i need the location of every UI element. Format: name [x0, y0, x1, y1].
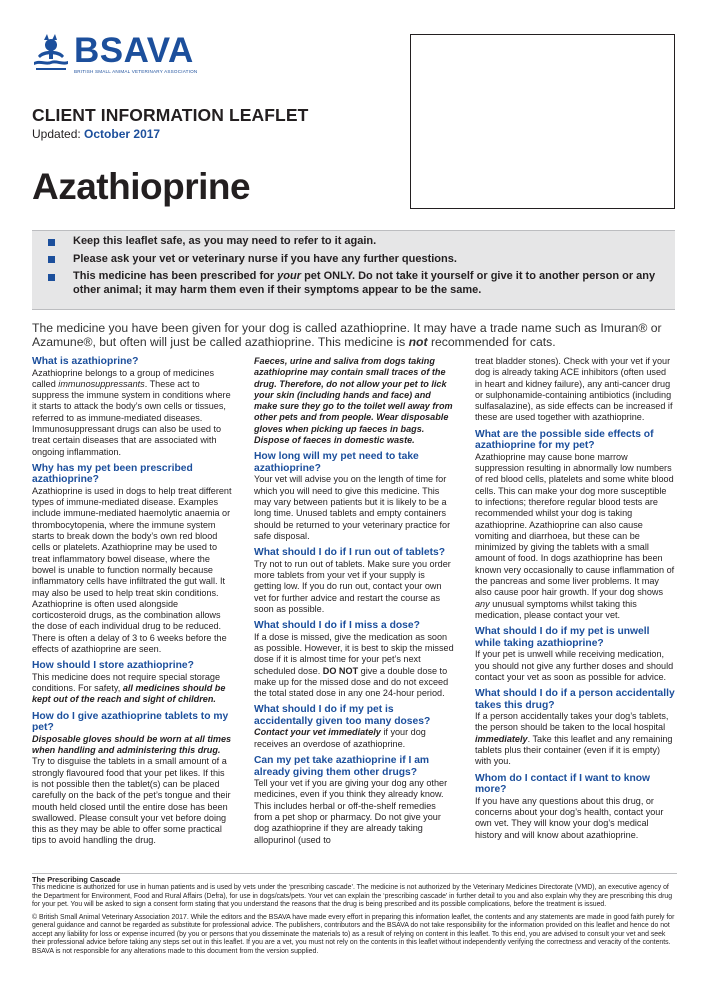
- question-heading: What should I do if my pet is accidentally given too many doses?: [254, 704, 431, 727]
- question-heading: How should I store azathioprine?: [32, 660, 194, 672]
- intro-paragraph: [32, 321, 677, 349]
- answer-text: If a person accidentally takes your dog’s tablets, the person should be taken to the local hospital: [475, 711, 669, 733]
- warning-text-emphasis: your: [277, 270, 302, 282]
- cascade-text: This medicine is authorized for use in human patients and is used by vets under the ‘prescribing cascade’. The medicine is not authorized by the Veterinary Medicines Directorate (VMD), an executive agency of the Department for Environment, Food and Rural Affairs (Defra), for use in dogs/cats/pets. Your vet can explain the ‘prescribing cascade’ in further detail to you and also explain why they are prescribing this drug for your pet. You will be asked to sign a consent form stating that you understand the reasons that the drug is being prescribed and its possible complications, before the treatment is issued.: [32, 884, 673, 908]
- answer-paragraph: [475, 452, 675, 621]
- answer-emphasis: any: [475, 598, 490, 609]
- column-3: [475, 356, 675, 841]
- question-heading: What should I do if I run out of tablets?: [254, 547, 446, 559]
- handling-warning-paragraph: Faeces, urine and saliva from dogs taking azathioprine may contain small traces of the drug. Therefore, do not allow your pet to lick your skin (including hands and face) and make sure they go to the toilet well away from other pets and from people. Wear disposable gloves when picking up faeces in bags. Dispose of faeces in domestic waste.: [254, 356, 453, 446]
- question-heading: Whom do I contact if I want to know more?: [475, 772, 651, 796]
- answer-paragraph: If you have any questions about this drug, or concerns about your dog’s health, contact your own vet. They will know your dog’s medical history and will know about azathioprine.: [475, 795, 664, 840]
- answer-text: This medicine does not require special storage conditions. For safety,: [32, 671, 221, 694]
- warning-text: [73, 270, 665, 297]
- answer-emphasis: immediately: [475, 733, 528, 744]
- warning-item: [48, 235, 665, 249]
- dog-cat-rabbit-logo-icon: [32, 32, 70, 72]
- drug-name-title: Azathioprine: [32, 166, 251, 207]
- answer-paragraph: Try not to run out of tablets. Make sure you order more tablets from your vet if your supply is getting low. If you do run out, contact your own vet for further advice and restart the course as soon as possible.: [254, 558, 451, 614]
- warning-text: Please ask your vet or veterinary nurse if you have any further questions.: [73, 252, 457, 265]
- logo-wordmark: BSAVA: [74, 31, 194, 70]
- question-heading: What should I do if a person accidentally takes this drug?: [475, 688, 675, 711]
- cascade-heading: The Prescribing Cascade: [32, 875, 121, 884]
- intro-text: The medicine you have been given for your dog is called azathioprine. It may have a trade name such as Imuran® or Azamune®, but often will just be called azathioprine. This medicine is: [32, 321, 662, 349]
- answer-text: if your dog receives an overdose of azathioprine.: [254, 727, 426, 749]
- question-heading: How do I give azathioprine tablets to my pet?: [32, 710, 229, 734]
- leaflet-body-columns: [32, 356, 677, 862]
- answer-paragraph: treat bladder stones). Check with your vet if your dog is already taking ACE inhibitors (often used in heart and kidney failure), any anti-cancer drug or sulphonamide-containing antibiotics (including sulfasalazine), as side effects can be increased if these are used together with azathioprine.: [475, 356, 673, 423]
- answer-paragraph: [475, 711, 675, 767]
- answer-text: . Take this leaflet and any remaining tablets plus their container (even if it is empty) with you.: [475, 733, 673, 767]
- answer-paragraph: If your pet is unwell while receiving medication, you should not give any further doses and should contact your vet as soon as possible for advice.: [475, 649, 674, 682]
- leaflet-type-heading: CLIENT INFORMATION LEAFLET: [32, 105, 309, 125]
- answer-text: give a double dose to make up for the missed dose and do not exceed the total stated dose in any one 24-hour period.: [254, 665, 449, 699]
- answer-text: . These act to suppress the immune system in conditions where it starts to attack the body’s own cells or tissues, referred to as immune-mediated diseases. Immunosuppressant drugs can also be used to treat certain diseases that are associated with ongoing inflammation.: [32, 378, 231, 457]
- answer-paragraph: Your vet will advise you on the length of time for which you will need to give this medicine. This may vary between patients but it is likely to be a long time. Unused tablets and empty containers should be returned to your veterinary practice for safe disposal.: [254, 474, 451, 541]
- answer-paragraph: [254, 727, 454, 750]
- warning-item: [48, 270, 665, 297]
- warning-text-part: pet ONLY. Do not take it yourself or give it to another person or any other animal; it may harm them even if their symptoms appear to be the same.: [73, 270, 656, 296]
- answer-text: Azathioprine may cause bone marrow suppression resulting in abnormally low numbers of red blood cells, platelets and some white blood cells. This can make your dog more susceptible to infections; therefore regular blood tests are recommended whilst your dog is taking azathioprine. Azathioprine can also cause vomiting and diarrhoea, but these can be minimized by giving the tablets with a small amount of food. In dogs azathioprine has been known very occasionally to cause inflammation of the pancreas and some liver problems. It may also cause poor hair growth. If your dog shows: [475, 451, 675, 598]
- question-heading: How long will my pet need to take azathioprine?: [254, 451, 419, 474]
- answer-paragraph: [254, 632, 454, 700]
- logo-subtitle: BRITISH SMALL ANIMAL VETERINARY ASSOCIATION: [74, 69, 198, 74]
- question-heading: What should I do if I miss a dose?: [254, 620, 420, 632]
- warning-text-part: This medicine has been prescribed for: [73, 270, 278, 282]
- answer-text: If a dose is missed, give the medication as soon as possible. However, it is best to skip the missed dose if it is almost time for your pet’s next scheduled dose.: [254, 631, 454, 676]
- answer-text: Try to disguise the tablets in a small amount of a strongly flavoured food that your pet likes. If this is not possible then the tablet(s) can be placed carefully on the back of the pet’s tongue and their mouth held closed until the entire dose has been swallowed. Please consult your vet before doing this as they may be able to offer some practical tips to avoid handling the drug.: [32, 756, 231, 846]
- warning-text: Keep this leaflet safe, as you may need to refer to it again.: [73, 235, 377, 247]
- question-heading: Why has my pet been prescribed azathioprine?: [32, 462, 193, 486]
- question-heading: Can my pet take azathioprine if I am already giving them other drugs?: [254, 755, 430, 778]
- bsava-logo: [32, 32, 202, 74]
- answer-text: unusual symptoms whilst taking this medication, please contact your vet.: [475, 598, 637, 620]
- footer: [32, 873, 677, 960]
- answer-emphasis: DO NOT: [322, 665, 359, 676]
- question-heading: What are the possible side effects of azathioprine for my pet?: [475, 428, 654, 452]
- dispensing-label-box: [410, 34, 675, 209]
- intro-emphasis: not: [408, 335, 428, 349]
- column-1: [32, 356, 232, 847]
- answer-emphasis: Disposable gloves should be worn at all times when handling and administering this drug.: [32, 733, 232, 756]
- copyright-text: © British Small Animal Veterinary Association 2017. While the editors and the BSAVA have made every effort in preparing this information leaflet, the contents and any statements are made in good faith purely for general guidance and cannot be regarded as substitute for professional advice. The publishers, contributors and the BSAVA do not take responsibility for the information provided on this leaflet and hence do not accept any liability for loss or expense incurred (by you or persons that you disseminate the materials to) as a result of relying on content in this leaflet. To this end, you are advised to consult your vet and seek their professional advice before taking any steps set out in this leaflet. If you are a vet, you must not rely on the contents in this leaflet without independently verifying the correctness and veracity of the contents. BSAVA is not responsible for any alterations made to this document from the version supplied.: [32, 913, 675, 955]
- answer-paragraph: [32, 368, 232, 458]
- warning-box: [32, 230, 675, 310]
- square-bullet-icon: [48, 256, 55, 263]
- answer-text: Azathioprine belongs to a group of medicines called: [32, 367, 214, 389]
- updated-line: [32, 127, 160, 141]
- warning-item: [48, 253, 665, 267]
- question-heading: What should I do if my pet is unwell while taking azathioprine?: [475, 626, 650, 649]
- square-bullet-icon: [48, 274, 55, 281]
- answer-paragraph: [32, 672, 232, 706]
- square-bullet-icon: [48, 239, 55, 246]
- intro-text: recommended for cats.: [427, 335, 556, 349]
- answer-emphasis: immunosuppressants: [58, 378, 145, 389]
- updated-label: Updated:: [32, 127, 81, 141]
- column-2: [254, 356, 454, 846]
- answer-paragraph: Azathioprine is used in dogs to help treat different types of immune-mediated disease. Examples include immune-mediated haemolytic anaemia or thrombocytopenia, where the immune system starts to break down the body’s own red blood cells or platelets. Azathioprine may be used to treat inflammatory bowel disease, where the bowel is unable to function normally because inflammatory cells have infiltrated the gut wall. It may also be used to help treat skin conditions. Azathioprine is often used alongside corticosteroid drugs, as the combination allows the dose of each individual drug to be reduced. There is often a delay of 3 to 6 weeks before the effects of azathioprine are seen.: [32, 485, 232, 655]
- question-heading: What is azathioprine?: [32, 356, 139, 367]
- answer-emphasis: Contact your vet immediately: [254, 727, 381, 738]
- updated-date: October 2017: [84, 127, 161, 141]
- answer-emphasis: all medicines should be kept out of the reach and sight of children.: [32, 683, 226, 705]
- answer-paragraph: Tell your vet if you are giving your dog any other medicines, even if you think they already know. This includes herbal or off-the-shelf remedies from a pet shop or pharmacy. Do not give your dog azathioprine if they are already taking allopurinol (used to: [254, 778, 448, 845]
- answer-paragraph: [32, 734, 232, 847]
